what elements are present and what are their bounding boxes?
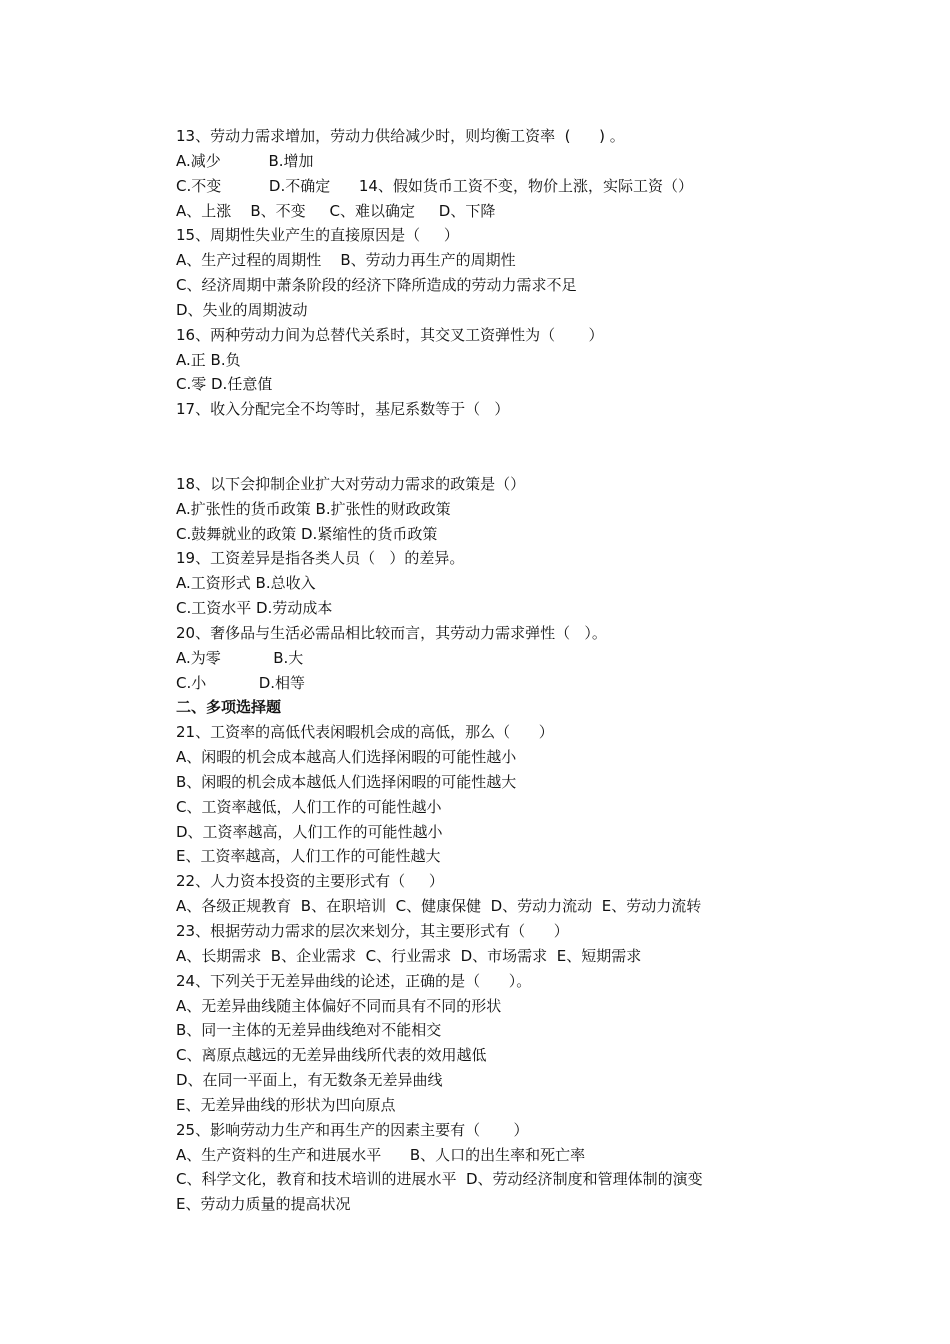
- question-19: 19、工资差异是指各类人员（ ）的差异。: [176, 549, 465, 568]
- question-21-option-e: E、工资率越高，人们工作的可能性越大: [176, 847, 441, 866]
- question-23-options: A、长期需求 B、企业需求 C、行业需求 D、市场需求 E、短期需求: [176, 946, 642, 965]
- question-13: 13、劳动力需求增加，劳动力供给减少时，则均衡工资率 ( ) 。: [176, 127, 625, 145]
- question-17: 17、收入分配完全不均等时，基尼系数等于（ ）: [176, 400, 510, 419]
- question-16-options-cd: C.零 D.任意值: [176, 375, 273, 394]
- question-24-option-b: B、同一主体的无差异曲线绝对不能相交: [176, 1021, 442, 1040]
- question-18-options-ab: A.扩张性的货币政策 B.扩张性的财政政策: [176, 499, 451, 518]
- question-15-option-c: C、经济周期中萧条阶段的经济下降所造成的劳动力需求不足: [176, 276, 577, 295]
- question-13-options-ab: A.减少 B.增加: [176, 151, 314, 170]
- question-22: 22、人力资本投资的主要形式有（ ）: [176, 872, 444, 891]
- question-13-options-cd-question-14: C.不变 D.不确定 14、假如货币工资不变，物价上涨，实际工资（）: [176, 176, 693, 195]
- question-15: 15、周期性失业产生的直接原因是（ ）: [176, 226, 459, 245]
- question-15-options-ab: A、生产过程的周期性 B、劳动力再生产的周期性: [176, 251, 516, 270]
- question-25: 25、影响劳动力生产和再生产的因素主要有（ ）: [176, 1120, 529, 1139]
- question-15-option-d: D、失业的周期波动: [176, 300, 308, 319]
- question-25-options-ab: A、生产资料的生产和进展水平 B、人口的出生率和死亡率: [176, 1145, 586, 1164]
- question-21-option-b: B、闲暇的机会成本越低人们选择闲暇的可能性越大: [176, 772, 517, 791]
- question-20: 20、奢侈品与生活必需品相比较而言，其劳动力需求弹性（ ）。: [176, 623, 607, 642]
- question-24-option-d: D、在同一平面上，有无数条无差异曲线: [176, 1071, 443, 1090]
- question-16-options-ab: A.正 B.负: [176, 350, 241, 369]
- question-25-option-e: E、劳动力质量的提高状况: [176, 1195, 351, 1214]
- question-25-options-cd: C、科学文化，教育和技术培训的进展水平 D、劳动经济制度和管理体制的演变: [176, 1170, 703, 1189]
- question-16: 16、两种劳动力间为总替代关系时，其交叉工资弹性为（ ）: [176, 325, 604, 344]
- question-19-options-ab: A.工资形式 B.总收入: [176, 574, 316, 593]
- questions-21-25: [176, 720, 796, 1217]
- question-21-option-c: C、工资率越低，人们工作的可能性越小: [176, 797, 442, 816]
- blank-space: [176, 422, 796, 472]
- question-21: 21、工资率的高低代表闲暇机会成的高低，那么（ ）: [176, 723, 554, 742]
- questions-18-20: [176, 472, 796, 696]
- question-14-options: A、上涨 B、不变 C、难以确定 D、下降: [176, 201, 496, 220]
- questions-13-17: [176, 124, 796, 422]
- question-21-option-a: A、闲暇的机会成本越高人们选择闲暇的可能性越小: [176, 748, 517, 767]
- question-20-options-cd: C.小 D.相等: [176, 673, 306, 692]
- question-22-options: A、各级正规教育 B、在职培训 C、健康保健 D、劳动力流动 E、劳动力流转: [176, 897, 702, 916]
- question-24-option-c: C、离原点越远的无差异曲线所代表的效用越低: [176, 1046, 487, 1065]
- question-23: 23、根据劳动力需求的层次来划分，其主要形式有（ ）: [176, 922, 569, 940]
- question-21-option-d: D、工资率越高，人们工作的可能性越小: [176, 822, 443, 841]
- question-24-option-e: E、无差异曲线的形状为凹向原点: [176, 1095, 396, 1114]
- document-body: [176, 124, 796, 1217]
- question-18-options-cd: C.鼓舞就业的政策 D.紧缩性的货币政策: [176, 524, 438, 543]
- question-20-options-ab: A.为零 B.大: [176, 648, 304, 667]
- question-18: 18、以下会抑制企业扩大对劳动力需求的政策是（）: [176, 474, 526, 493]
- section-heading: 二、多项选择题: [176, 698, 282, 717]
- question-24: 24、下列关于无差异曲线的论述，正确的是（ ）。: [176, 971, 532, 990]
- question-19-options-cd: C.工资水平 D.劳动成本: [176, 599, 333, 618]
- question-24-option-a: A、无差异曲线随主体偏好不同而具有不同的形状: [176, 996, 502, 1015]
